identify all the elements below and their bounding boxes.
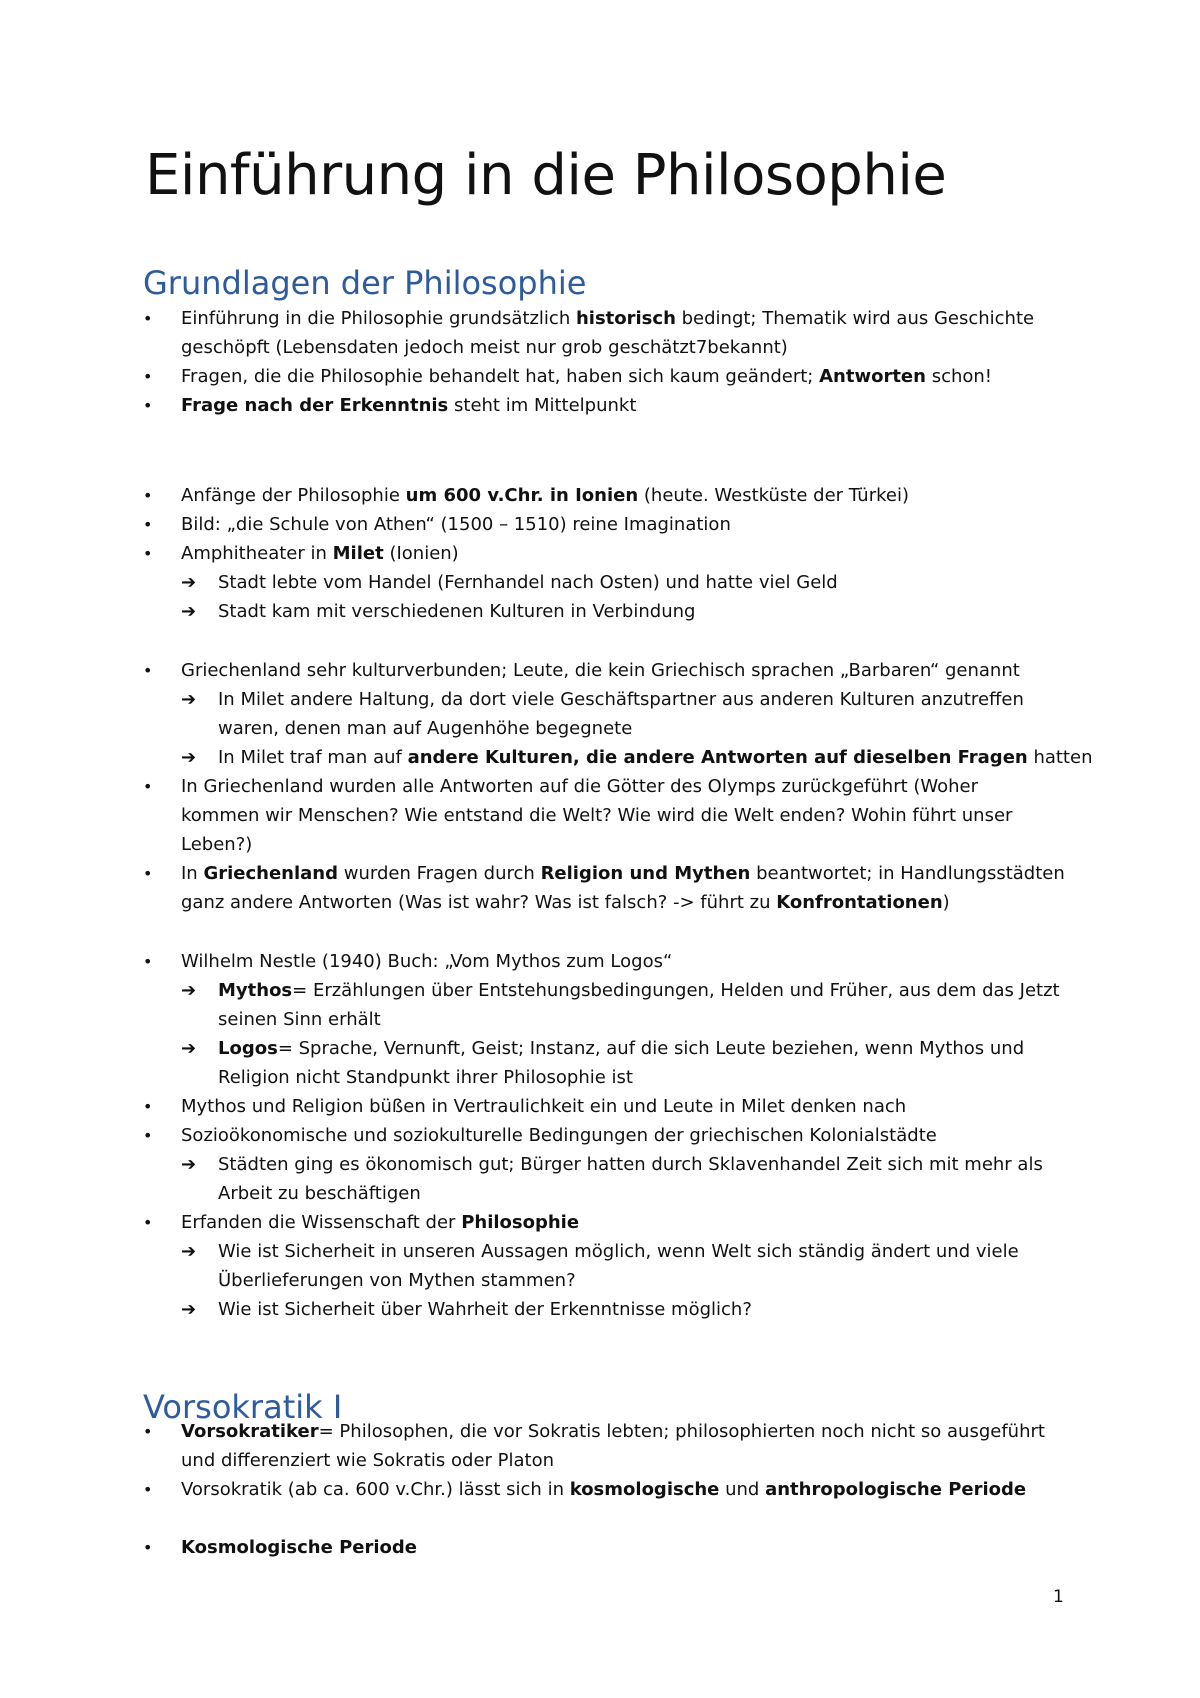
list-item-text	[218, 714, 632, 743]
section-heading-grundlagen: Grundlagen der Philosophie	[143, 264, 587, 302]
list-item-text	[181, 539, 459, 568]
text-run: )	[942, 892, 950, 913]
bold-text: anthropologische Periode	[765, 1479, 1027, 1500]
bullet-icon: •	[143, 661, 153, 680]
bullet-icon: •	[143, 864, 153, 883]
bold-text: Mythos	[218, 980, 293, 1001]
text-run: Mythos und Religion büßen in Vertraulichkeit ein und Leute in Milet denken nach	[181, 1096, 907, 1117]
text-run: steht im Mittelpunkt	[448, 395, 637, 416]
list-item-text	[218, 1266, 576, 1295]
text-run: In Griechenland wurden alle Antworten auf die Götter des Olymps zurückgeführt (Woher	[181, 776, 979, 797]
arrow-right-icon: ➔	[181, 1038, 197, 1059]
document-title: Einführung in die Philosophie	[145, 143, 947, 208]
text-run: (Ionien)	[383, 543, 459, 564]
list-item-text	[218, 743, 1092, 772]
text-run: (heute. Westküste der Türkei)	[638, 485, 909, 506]
text-run: Stadt kam mit verschiedenen Kulturen in Verbindung	[218, 601, 696, 622]
bullet-icon: •	[143, 777, 153, 796]
text-run: und differenziert wie Sokratis oder Platon	[181, 1450, 555, 1471]
bullet-icon: •	[143, 309, 153, 328]
bullet-icon: •	[143, 515, 153, 534]
text-run: waren, denen man auf Augenhöhe begegnete	[218, 718, 633, 739]
list-item-text	[181, 391, 636, 420]
list-item-text	[218, 685, 1024, 714]
list-item-text	[218, 1295, 752, 1324]
arrow-right-icon: ➔	[181, 1241, 197, 1262]
text-run: kommen wir Menschen? Wie entstand die Welt? Wie wird die Welt enden? Wohin führt unser	[181, 805, 1013, 826]
bold-text: Religion und Mythen	[540, 863, 751, 884]
bullet-icon: •	[143, 544, 153, 563]
list-item-text	[181, 1208, 579, 1237]
text-run: Wie ist Sicherheit in unseren Aussagen möglich, wenn Welt sich ständig ändert und viele	[218, 1241, 1019, 1262]
list-item-text	[181, 1417, 1045, 1446]
text-run: wurden Fragen durch	[338, 863, 541, 884]
list-item-text	[218, 1034, 1024, 1063]
text-run: Arbeit zu beschäftigen	[218, 1183, 421, 1204]
list-item-text	[218, 1179, 421, 1208]
arrow-right-icon: ➔	[181, 601, 197, 622]
list-item-text	[218, 568, 838, 597]
bold-text: Kosmologische Periode	[181, 1537, 418, 1558]
bold-text: um 600 v.Chr. in Ionien	[405, 485, 639, 506]
list-item-text	[181, 1533, 417, 1562]
bullet-icon: •	[143, 367, 153, 386]
list-item-text	[181, 1475, 1026, 1504]
bold-text: Konfrontationen	[776, 892, 943, 913]
text-run: Wilhelm Nestle (1940) Buch: „Vom Mythos zum Logos“	[181, 951, 673, 972]
list-item-text	[218, 976, 1060, 1005]
text-run: Fragen, die die Philosophie behandelt hat, haben sich kaum geändert;	[181, 366, 820, 387]
bullet-icon: •	[143, 952, 153, 971]
text-run: Sozioökonomische und soziokulturelle Bedingungen der griechischen Kolonialstädte	[181, 1125, 937, 1146]
bullet-icon: •	[143, 1480, 153, 1499]
list-item-text	[181, 1092, 906, 1121]
bold-text: Milet	[332, 543, 384, 564]
bullet-icon: •	[143, 1213, 153, 1232]
text-run: bedingt; Thematik wird aus Geschichte	[675, 308, 1035, 329]
text-run: Leben?)	[181, 834, 253, 855]
text-run: Einführung in die Philosophie grundsätzlich	[181, 308, 576, 329]
bullet-icon: •	[143, 1538, 153, 1557]
text-run: Städten ging es ökonomisch gut; Bürger hatten durch Sklavenhandel Zeit sich mit mehr als	[218, 1154, 1043, 1175]
text-run: = Sprache, Vernunft, Geist; Instanz, auf die sich Leute beziehen, wenn Mythos und	[277, 1038, 1025, 1059]
bullet-icon: •	[143, 486, 153, 505]
list-item-text	[181, 888, 950, 917]
list-item-text	[218, 1063, 633, 1092]
bullet-icon: •	[143, 1422, 153, 1441]
text-run: ganz andere Antworten (Was ist wahr? Was ist falsch? -> führt zu	[181, 892, 777, 913]
list-item-text	[181, 481, 909, 510]
section-heading-vorsokratik: Vorsokratik I	[143, 1388, 343, 1426]
bold-text: historisch	[575, 308, 676, 329]
list-item-text	[218, 1005, 381, 1034]
arrow-right-icon: ➔	[181, 1154, 197, 1175]
bullet-icon: •	[143, 1097, 153, 1116]
text-run: beantwortet; in Handlungsstädten	[750, 863, 1065, 884]
arrow-right-icon: ➔	[181, 1299, 197, 1320]
list-item-text	[181, 304, 1034, 333]
text-run: Amphitheater in	[181, 543, 333, 564]
text-run: Wie ist Sicherheit über Wahrheit der Erkenntnisse möglich?	[218, 1299, 752, 1320]
text-run: und	[719, 1479, 766, 1500]
bullet-icon: •	[143, 396, 153, 415]
text-run: Erfanden die Wissenschaft der	[181, 1212, 462, 1233]
list-item-text	[218, 1150, 1043, 1179]
list-item-text	[181, 801, 1012, 830]
list-item-text	[181, 362, 992, 391]
list-item-text	[218, 597, 695, 626]
bold-text: kosmologische	[569, 1479, 720, 1500]
text-run: = Erzählungen über Entstehungsbedingungen, Helden und Früher, aus dem das Jetzt	[292, 980, 1060, 1001]
text-run: Überlieferungen von Mythen stammen?	[218, 1270, 576, 1291]
list-item-text	[181, 333, 788, 362]
text-run: seinen Sinn erhält	[218, 1009, 381, 1030]
text-run: schon!	[925, 366, 993, 387]
arrow-right-icon: ➔	[181, 980, 197, 1001]
bold-text: Philosophie	[461, 1212, 580, 1233]
bold-text: Vorsokratiker	[181, 1421, 319, 1442]
list-item-text	[181, 510, 731, 539]
bold-text: Frage nach der Erkenntnis	[181, 395, 449, 416]
list-item-text	[181, 656, 1020, 685]
list-item-text	[181, 1446, 554, 1475]
bold-text: Antworten	[819, 366, 926, 387]
bold-text: Logos	[218, 1038, 278, 1059]
text-run: Vorsokratik (ab ca. 600 v.Chr.) lässt sich in	[181, 1479, 570, 1500]
text-run: Anfänge der Philosophie	[181, 485, 406, 506]
text-run: Griechenland sehr kulturverbunden; Leute, die kein Griechisch sprachen „Barbaren“ genannt	[181, 660, 1020, 681]
arrow-right-icon: ➔	[181, 572, 197, 593]
text-run: In	[181, 863, 204, 884]
list-item-text	[181, 1121, 937, 1150]
bold-text: andere Kulturen, die andere Antworten auf dieselben Fragen	[407, 747, 1028, 768]
arrow-right-icon: ➔	[181, 689, 197, 710]
list-item-text	[218, 1237, 1019, 1266]
list-item-text	[181, 830, 252, 859]
list-item-text	[181, 859, 1065, 888]
arrow-right-icon: ➔	[181, 747, 197, 768]
list-item-text	[181, 772, 978, 801]
bullet-icon: •	[143, 1126, 153, 1145]
text-run: Stadt lebte vom Handel (Fernhandel nach Osten) und hatte viel Geld	[218, 572, 838, 593]
text-run: geschöpft (Lebensdaten jedoch meist nur grob geschätzt7bekannt)	[181, 337, 788, 358]
page-number: 1	[1053, 1587, 1064, 1607]
text-run: Bild: „die Schule von Athen“ (1500 – 1510) reine Imagination	[181, 514, 731, 535]
list-item-text	[181, 947, 672, 976]
text-run: In Milet traf man auf	[218, 747, 408, 768]
text-run: = Philosophen, die vor Sokratis lebten; philosophierten noch nicht so ausgeführt	[318, 1421, 1045, 1442]
text-run: Religion nicht Standpunkt ihrer Philosophie ist	[218, 1067, 633, 1088]
text-run: hatten	[1027, 747, 1093, 768]
bold-text: Griechenland	[203, 863, 339, 884]
text-run: In Milet andere Haltung, da dort viele Geschäftspartner aus anderen Kulturen anzutreffen	[218, 689, 1024, 710]
